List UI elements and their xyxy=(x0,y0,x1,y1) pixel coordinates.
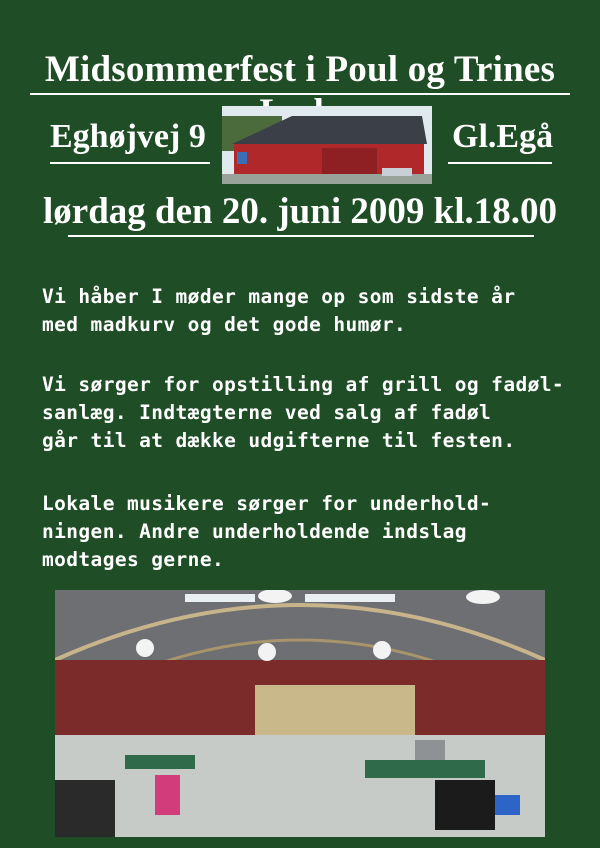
date-text: lørdag den 20. juni 2009 kl.18.00 xyxy=(43,191,557,232)
barn-photo xyxy=(222,106,432,184)
address-underline xyxy=(50,162,210,164)
party-image xyxy=(55,590,545,837)
title: Midsommerfest i Poul og Trines xyxy=(44,49,556,90)
date-underline xyxy=(68,235,534,237)
paragraph-1: Vi håber I møder mange op som sidste år med madkurv og det gode humør. xyxy=(42,285,516,336)
town-text: Gl.Egå xyxy=(452,118,554,155)
paragraph-3: Lokale musikere sørger for underhold- ningen. Andre underholdende indslag modtages gerne. xyxy=(42,492,492,571)
title-underline xyxy=(30,93,570,95)
town-underline xyxy=(448,162,552,164)
party-photo xyxy=(55,590,545,837)
address-text: Eghøjvej 9 xyxy=(50,118,206,155)
barn-image xyxy=(222,106,432,184)
paragraph-2: Vi sørger for opstilling af grill og fadøl- sanlæg. Indtægterne ved salg af fadøl går til at dække udgifterne til festen. xyxy=(42,373,565,452)
